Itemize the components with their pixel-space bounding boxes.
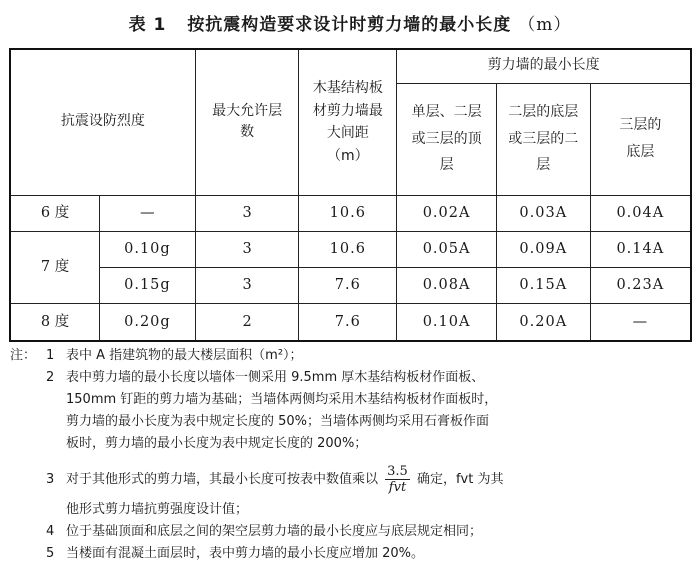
- fraction-formula: [385, 464, 410, 495]
- table-row: [10, 195, 691, 231]
- cell-v1: 0.05A: [397, 231, 497, 267]
- header-seismic-degree: 抗震设防烈度: [10, 49, 195, 195]
- cell-accel: 0.10g: [100, 231, 196, 267]
- note-index: 4: [46, 524, 55, 539]
- cell-degree: 8 度: [10, 303, 100, 341]
- cell-floors: 3: [195, 231, 299, 267]
- cell-degree: 6 度: [10, 195, 100, 231]
- note-5: [10, 543, 690, 565]
- table-title-text: 按抗震构造要求设计时剪力墙的最小长度: [187, 15, 512, 35]
- cell-floors: 2: [195, 303, 299, 341]
- cell-floors: 3: [195, 267, 299, 303]
- note-1: [10, 345, 690, 367]
- cell-v1: 0.02A: [397, 195, 497, 231]
- note-4: [10, 521, 690, 543]
- header-col-two: 二层的底层或三层的二层: [496, 83, 590, 195]
- cell-v1: 0.08A: [397, 267, 497, 303]
- note-line: [66, 461, 690, 499]
- note-text: 表中 A 指建筑物的最大楼层面积（m²）；: [66, 348, 303, 363]
- table-title-unit: （m）: [518, 15, 572, 35]
- fraction-denominator: fvt: [388, 480, 407, 495]
- note-fragment: 对于其他形式的剪力墙，其最小长度可按表中数值乘以: [66, 472, 379, 487]
- cell-v1: 0.10A: [397, 303, 497, 341]
- note-index: 5: [46, 546, 55, 561]
- table-row: [10, 267, 691, 303]
- cell-spacing: 10.6: [299, 195, 397, 231]
- cell-accel: 0.20g: [100, 303, 196, 341]
- cell-v3: 0.04A: [590, 195, 691, 231]
- table-row: [10, 231, 691, 267]
- note-line: 表中剪力墙的最小长度以墙体一侧采用 9.5mm 厚木基结构板材作面板、: [66, 370, 485, 385]
- note-text: 位于基础顶面和底层之间的架空层剪力墙的最小长度应与底层规定相同；: [66, 524, 483, 539]
- note-index: 3: [46, 472, 55, 487]
- note-text: [66, 461, 690, 521]
- note-fragment: 确定，fvt 为其: [416, 472, 504, 487]
- header-col-single: 单层、二层或三层的顶层: [397, 83, 497, 195]
- note-index: 1: [46, 348, 55, 363]
- note-line: 150mm 钉距的剪力墙为基础；当墙体两侧均采用木基结构板材作面板时，: [66, 392, 498, 407]
- cell-v2: 0.03A: [496, 195, 590, 231]
- header-col-three: 三层的底层: [590, 83, 691, 195]
- cell-v2: 0.15A: [496, 267, 590, 303]
- table-number: 表 1: [128, 15, 167, 35]
- table-notes: [10, 345, 690, 565]
- cell-spacing: 10.6: [299, 231, 397, 267]
- note-line: 剪力墙的最小长度为表中规定长度的 50%；当墙体两侧均采用石膏板作面: [66, 414, 490, 429]
- note-line: 板时，剪力墙的最小长度为表中规定长度的 200%；: [66, 436, 368, 451]
- cell-v3: —: [590, 303, 691, 341]
- note-2: [10, 367, 690, 455]
- header-max-spacing: 木基结构板材剪力墙最大间距（m）: [299, 49, 397, 195]
- fraction-numerator: 3.5: [387, 464, 408, 479]
- cell-floors: 3: [195, 195, 299, 231]
- cell-accel: —: [100, 195, 196, 231]
- cell-degree: 7 度: [10, 231, 100, 303]
- note-text: 当楼面有混凝土面层时，表中剪力墙的最小长度应增加 20%。: [66, 546, 425, 561]
- cell-v2: 0.20A: [496, 303, 590, 341]
- table-row: [10, 303, 691, 341]
- cell-v2: 0.09A: [496, 231, 590, 267]
- cell-spacing: 7.6: [299, 303, 397, 341]
- header-max-floors: 最大允许层数: [195, 49, 299, 195]
- note-text: [66, 367, 690, 455]
- cell-v3: 0.14A: [590, 231, 691, 267]
- table-title: [0, 10, 700, 35]
- cell-spacing: 7.6: [299, 267, 397, 303]
- cell-v3: 0.23A: [590, 267, 691, 303]
- note-index: 2: [46, 370, 55, 385]
- notes-label: 注：: [10, 348, 37, 363]
- header-min-length-group: 剪力墙的最小长度: [397, 49, 691, 83]
- cell-accel: 0.15g: [100, 267, 196, 303]
- shear-wall-table: [9, 48, 692, 342]
- note-line: 他形式剪力墙抗剪强度设计值；: [66, 502, 249, 517]
- note-3: [10, 461, 690, 521]
